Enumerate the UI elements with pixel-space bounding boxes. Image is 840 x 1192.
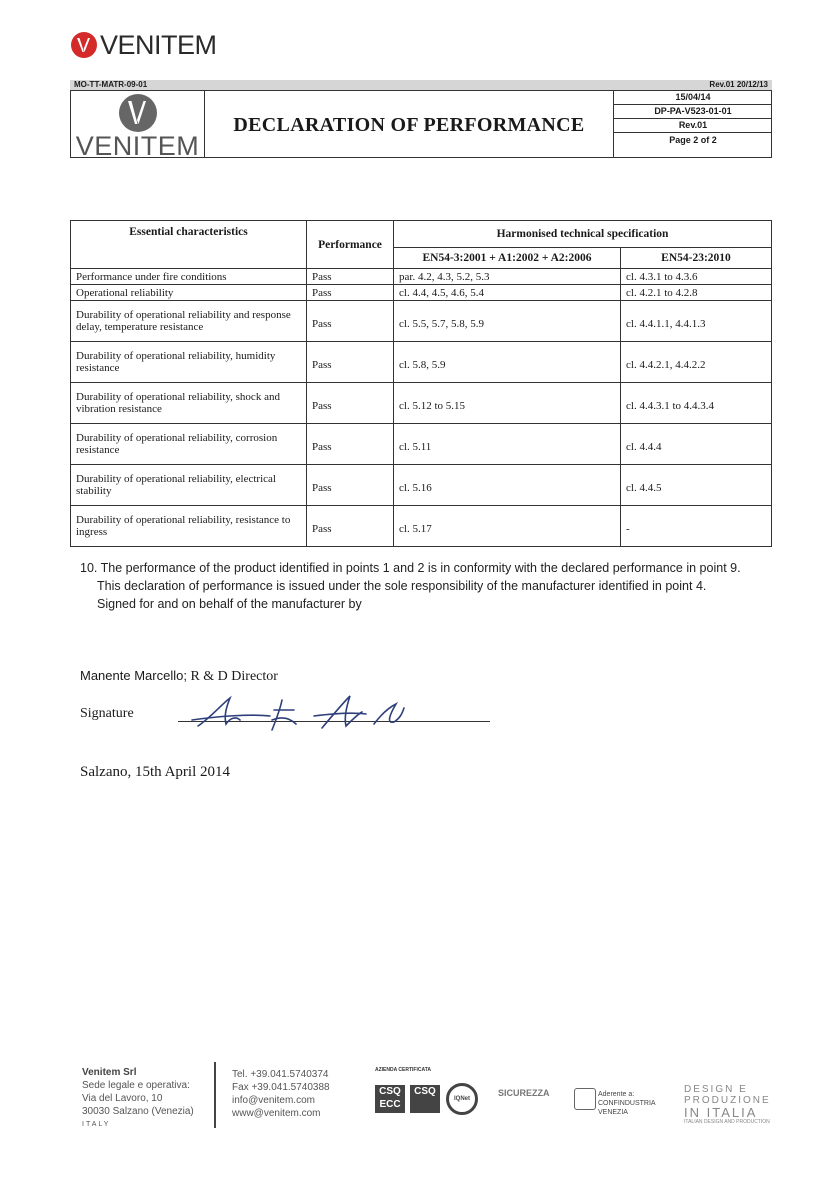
footer-email[interactable]: info@venitem.com: [232, 1095, 315, 1106]
header-meta-bar: [70, 80, 772, 90]
association-logo: SICUREZZA: [498, 1088, 550, 1098]
document-header: [70, 90, 772, 161]
performance-cell: Pass: [307, 301, 394, 342]
venitem-mark-icon: [118, 93, 158, 133]
conformity-statement: [80, 560, 770, 614]
footer-company: Venitem Srl: [82, 1067, 137, 1078]
table-row: [71, 424, 772, 465]
characteristic-cell: Operational reliability: [71, 285, 307, 301]
performance-cell: Pass: [307, 424, 394, 465]
header-rev: Rev.01: [614, 119, 772, 133]
csq-badge-text: CSQ: [414, 1086, 436, 1097]
signatory: [80, 668, 278, 685]
col-spec1-header: EN54-3:2001 + A1:2002 + A2:2006: [394, 248, 621, 269]
place-and-date: Salzano, 15th April 2014: [80, 764, 230, 780]
table-row: [71, 269, 772, 285]
performance-cell: Pass: [307, 285, 394, 301]
characteristic-cell: Durability of operational reliability, corrosion resistance: [71, 424, 307, 465]
signatory-name: Manente Marcello;: [80, 668, 187, 683]
footer-phone: Tel. +39.041.5740374: [232, 1069, 329, 1080]
statement-line-1: 10. The performance of the product identified in points 1 and 2 is in conformity with the declared performance in point 9.: [80, 561, 741, 575]
spec1-cell: cl. 5.5, 5.7, 5.8, 5.9: [394, 301, 621, 342]
footer-address-line: 30030 Salzano (Venezia): [82, 1106, 194, 1117]
confindustria-text: [598, 1090, 656, 1117]
performance-cell: Pass: [307, 383, 394, 424]
characteristic-cell: Durability of operational reliability, electrical stability: [71, 465, 307, 506]
footer-contact: [232, 1068, 330, 1120]
spec2-cell: cl. 4.3.1 to 4.3.6: [621, 269, 772, 285]
footer-divider: [214, 1062, 216, 1128]
revision-top: Rev.01 20/12/13: [709, 80, 768, 89]
confindustria-line: CONFINDUSTRIA: [598, 1100, 656, 1107]
table-header-row: [71, 221, 772, 248]
design-line: ITALIAN DESIGN AND PRODUCTION: [684, 1119, 770, 1125]
csq-badge: [410, 1085, 440, 1113]
footer-web[interactable]: www@venitem.com: [232, 1108, 321, 1119]
venitem-logo-icon: [70, 31, 98, 59]
spec1-cell: cl. 5.16: [394, 465, 621, 506]
footer-address-line: Sede legale e operativa:: [82, 1080, 190, 1091]
document-title: DECLARATION OF PERFORMANCE: [233, 114, 585, 136]
footer-address: [82, 1066, 194, 1131]
header-date: 15/04/14: [614, 91, 772, 105]
col-harmonised-header: Harmonised technical specification: [394, 221, 772, 248]
table-row: [71, 465, 772, 506]
header-page: Page 2 of 2: [669, 135, 717, 145]
csq-ecc-badge: [375, 1085, 405, 1113]
design-in-italy-logo: [684, 1084, 771, 1126]
spec1-cell: cl. 5.17: [394, 506, 621, 547]
csq-ecc-badge-text: CSQ ECC: [379, 1086, 401, 1110]
table-row: [71, 342, 772, 383]
spec1-cell: cl. 5.12 to 5.15: [394, 383, 621, 424]
design-line: IN ITALIA: [684, 1105, 758, 1120]
design-line: DESIGN E: [684, 1084, 748, 1095]
characteristic-cell: Durability of operational reliability and response delay, temperature resistance: [71, 301, 307, 342]
spec2-cell: cl. 4.4.2.1, 4.4.2.2: [621, 342, 772, 383]
confindustria-line: VENEZIA: [598, 1109, 628, 1116]
table-row: [71, 506, 772, 547]
header-logo-text: VENITEM: [75, 131, 200, 161]
performance-cell: Pass: [307, 342, 394, 383]
characteristic-cell: Durability of operational reliability, humidity resistance: [71, 342, 307, 383]
table-row: [71, 285, 772, 301]
signatory-role: R & D Director: [190, 669, 278, 684]
statement-line-2: This declaration of performance is issued under the sole responsibility of the manufacturer identified in point 4.: [97, 579, 707, 593]
performance-cell: Pass: [307, 269, 394, 285]
performance-table: [70, 220, 772, 547]
footer-address-line: ITALY: [82, 1121, 111, 1128]
footer-fax: Fax +39.041.5740388: [232, 1082, 330, 1093]
spec2-cell: cl. 4.4.1.1, 4.4.1.3: [621, 301, 772, 342]
iqnet-seal-text: IQNet: [453, 1096, 470, 1102]
performance-cell: Pass: [307, 506, 394, 547]
col-essential-header: Essential characteristics: [71, 221, 307, 269]
performance-cell: Pass: [307, 465, 394, 506]
spec1-cell: cl. 4.4, 4.5, 4.6, 5.4: [394, 285, 621, 301]
header-info-cells: [613, 91, 772, 157]
header-logo: [71, 91, 205, 161]
spec2-cell: -: [621, 506, 772, 547]
spec1-cell: cl. 5.8, 5.9: [394, 342, 621, 383]
brand-logo: [70, 28, 217, 62]
characteristic-cell: Durability of operational reliability, resistance to ingress: [71, 506, 307, 547]
table-row: [71, 383, 772, 424]
spec2-cell: cl. 4.4.5: [621, 465, 772, 506]
iqnet-seal-icon: [446, 1083, 478, 1115]
spec1-cell: par. 4.2, 4.3, 5.2, 5.3: [394, 269, 621, 285]
handwritten-signature: [190, 694, 420, 734]
spec2-cell: cl. 4.4.4: [621, 424, 772, 465]
certification-label: AZIENDA CERTIFICATA: [375, 1067, 432, 1073]
statement-line-3: Signed for and on behalf of the manufacturer by: [97, 597, 362, 611]
confindustria-logo-icon: [574, 1088, 596, 1110]
confindustria-line: Aderente a:: [598, 1091, 635, 1098]
design-line: PRODUZIONE: [684, 1095, 771, 1106]
table-row: [71, 301, 772, 342]
characteristic-cell: Performance under fire conditions: [71, 269, 307, 285]
doc-code: MO-TT-MATR-09-01: [74, 80, 148, 89]
header-doc-number: DP-PA-V523-01-01: [614, 105, 772, 119]
spec2-cell: cl. 4.2.1 to 4.2.8: [621, 285, 772, 301]
characteristic-cell: Durability of operational reliability, shock and vibration resistance: [71, 383, 307, 424]
footer-address-line: Via del Lavoro, 10: [82, 1093, 163, 1104]
spec2-cell: cl. 4.4.3.1 to 4.4.3.4: [621, 383, 772, 424]
col-performance-header: Performance: [307, 221, 394, 269]
signature-label: Signature: [80, 706, 134, 721]
spec1-cell: cl. 5.11: [394, 424, 621, 465]
col-spec2-header: EN54-23:2010: [621, 248, 772, 269]
brand-name: VENITEM: [100, 29, 217, 60]
